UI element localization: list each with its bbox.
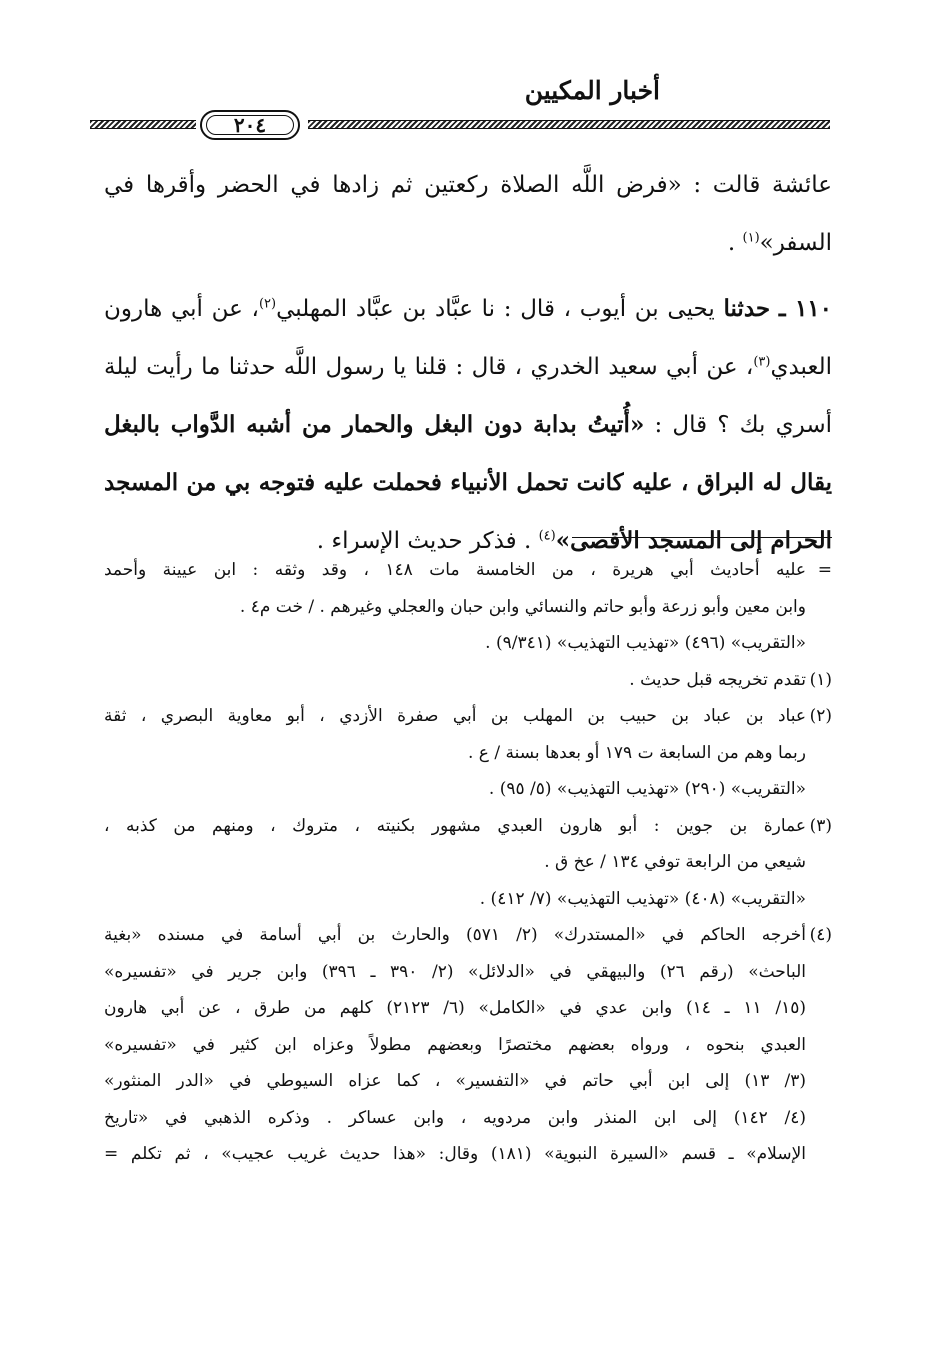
- paragraph-1-end: .: [727, 230, 743, 256]
- footnote-line: (٣/ ١٣) إلى ابن أبي حاتم في «التفسير» ، كما عزاه السيوطي في «الدر المنثور»: [104, 1071, 806, 1091]
- footnote-line: (٤/ ١٤٢) إلى ابن المنذر وابن مردويه ، وابن عساكر . وذكره الذهبي في «تاريخ: [104, 1107, 806, 1128]
- footnote-marker: (٤): [809, 925, 832, 945]
- footnote-line: عمارة بن جوين : أبو هارون العبدي مشهور بكنيته ، متروك ، ومنهم من كذبه ،: [104, 815, 806, 836]
- footnote-line: الباحث» (رقم ٢٦) والبيهقي في «الدلائل» (٢/ ٣٩٠ ـ ٣٩٦) وابن جرير في «تفسيره»: [104, 961, 807, 982]
- footnote-line: ربما وهم من السابعة ت ١٧٩ أو بعدها بسنة / ع .: [468, 742, 806, 763]
- footnote-marker: =: [817, 560, 832, 580]
- footnote-line: العبدي بنحوه ، ورواه بعضهم مختصرًا وبعضهم مطولاً وعزاه ابن كثير في «تفسيره»: [104, 1034, 806, 1055]
- footnote-2: [104, 698, 832, 808]
- footnote-marker: (١): [809, 669, 832, 690]
- footnote-line: عباد بن عباد بن حبيب بن المهلب بن أبي صفرة الأزدي ، أبو معاوية البصري ، ثقة: [104, 706, 806, 726]
- footnote-line: الإسلام» ـ قسم «السيرة النبوية» (١٨١) وقال: «هذا حديث غريب عجيب» ، ثم تكلم =: [104, 1144, 806, 1164]
- footnote-marker: (٣): [809, 815, 832, 836]
- running-title: أخبار المكيين: [524, 76, 660, 105]
- page-number: [200, 110, 300, 140]
- main-text: [104, 156, 832, 570]
- paragraph-1: [104, 156, 832, 272]
- footnote-marker: (٢): [809, 706, 832, 726]
- paragraph-1-line-1: عائشة قالت : «فرض اللَّه الصلاة ركعتين ثم زادها في الحضر وأقرها في: [104, 172, 832, 198]
- footnotes: [104, 552, 832, 1173]
- footnote-line: وابن معين وأبو زرعة وأبو حاتم والنسائي وابن حبان والعجلي وغيرهم . / خت م٤ .: [239, 596, 806, 617]
- footnote-line: «التقريب» (٤٩٦) «تهذيب التهذيب» (٩/٣٤١) .: [485, 633, 806, 653]
- footnote-line: أخرجه الحاكم في «المستدرك» (٢/ ٥٧١) والحارث بن أبي أسامة في مسنده «بغية: [104, 925, 806, 945]
- hadith-isnad-b: ، عن أبي هارون العبدي: [104, 296, 832, 380]
- footnote-line: عليه أحاديث أبي هريرة ، من الخامسة مات ١٤٨ ، وقد وثقه : ابن عيينة وأحمد: [104, 560, 806, 580]
- footnote-line: تقدم تخريجه قبل حديث .: [629, 669, 806, 690]
- hadith-isnad-a: يحيى بن أيوب ، قال : نا عبَّاد بن عبَّاد المهلبي: [276, 296, 724, 322]
- hadith-lead: حدثنا: [723, 295, 771, 322]
- header-rule-right: [308, 120, 830, 129]
- footnote-ref-4: (٤): [538, 528, 556, 544]
- footnote-separator: [572, 537, 832, 538]
- footnote-ref-1: (١): [742, 230, 760, 246]
- header-rule-left: [90, 120, 196, 129]
- hadith-number: ١١٠ ـ: [778, 295, 833, 322]
- footnote-line: (١٥/ ١١ ـ ١٤) وابن عدي في «الكامل» (٦/ ٢١٢٣) كلهم من طرق ، عن أبي هارون: [104, 998, 806, 1018]
- footnote-continuation: [104, 552, 832, 662]
- footnote-3: [104, 808, 832, 918]
- footnote-4: [104, 917, 832, 1173]
- footnote-1: [104, 662, 832, 699]
- hadith-110: [104, 280, 832, 570]
- page-number-text: ٢٠٤: [233, 113, 267, 137]
- hadith-end: . فذكر حديث الإسراء .: [316, 528, 539, 554]
- footnote-line: «التقريب» (٤٠٨) «تهذيب التهذيب» (٧/ ٤١٢) .: [479, 888, 806, 909]
- paragraph-1-line-2: السفر»: [759, 230, 832, 256]
- footnote-line: شيعي من الرابعة توفي ١٣٤ / عخ ق .: [544, 852, 806, 872]
- footnote-line: «التقريب» (٢٩٠) «تهذيب التهذيب» (٥/ ٩٥) .: [488, 779, 806, 799]
- footnote-ref-3: (٣): [753, 354, 771, 370]
- footnote-ref-2: (٢): [258, 296, 277, 312]
- hadith-matn: «أُتيتُ بدابة دون البغل والحمار من أشبه الدَّواب بالبغل يقال له البراق ، عليه كانت تحمل الأنبياء فحملت عليه فتوجه بي من المسجد الحرام إلى المسجد الأقصى»: [104, 411, 832, 554]
- hadith-isnad-c: ، عن أبي سعيد الخدري ، قال : قلنا يا رسول اللَّه حدثنا ما رأيت ليلة أسري بك ؟ قال :: [104, 354, 832, 438]
